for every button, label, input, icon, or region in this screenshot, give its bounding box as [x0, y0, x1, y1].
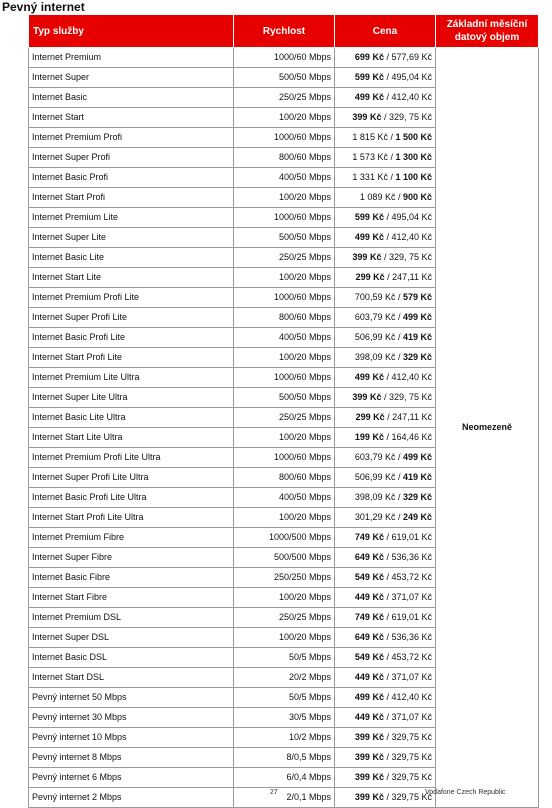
- price-cell: [335, 308, 436, 328]
- price-without-vat: 1 500 Kč: [395, 132, 432, 142]
- price-without-vat: 1 300 Kč: [395, 152, 432, 162]
- price-without-vat: 329, 75 Kč: [388, 392, 432, 402]
- speed-cell: 100/20 Mbps: [234, 348, 335, 368]
- service-name-cell: Internet Premium: [29, 48, 234, 68]
- price-separator: /: [395, 192, 403, 202]
- price-without-vat: 371,07 Kč: [391, 712, 432, 722]
- price-with-vat: 599 Kč: [354, 212, 384, 222]
- price-with-vat: 299 Kč: [355, 412, 385, 422]
- price-without-vat: 329 Kč: [402, 352, 432, 362]
- price-with-vat: 506,99 Kč: [354, 472, 396, 482]
- price-without-vat: 419 Kč: [402, 472, 432, 482]
- price-without-vat: 579 Kč: [402, 292, 432, 302]
- speed-cell: 100/20 Mbps: [234, 588, 335, 608]
- price-cell: [335, 508, 436, 528]
- price-separator: /: [383, 372, 392, 382]
- price-cell: [335, 148, 436, 168]
- price-separator: /: [383, 92, 392, 102]
- price-cell: [335, 548, 436, 568]
- price-without-vat: 495,04 Kč: [391, 212, 432, 222]
- speed-cell: 400/50 Mbps: [234, 488, 335, 508]
- price-without-vat: 371,07 Kč: [391, 592, 432, 602]
- price-cell: [335, 468, 436, 488]
- price-with-vat: 398,09 Kč: [354, 492, 396, 502]
- price-separator: /: [383, 612, 392, 622]
- price-with-vat: 699 Kč: [354, 52, 384, 62]
- price-separator: /: [395, 512, 403, 522]
- service-name-cell: Pevný internet 2 Mbps: [29, 788, 234, 808]
- price-separator: /: [384, 412, 393, 422]
- price-cell: [335, 748, 436, 768]
- footer-company: Vodafone Czech Republic: [425, 789, 506, 796]
- service-name-cell: Internet Start Lite: [29, 268, 234, 288]
- price-without-vat: 619,01 Kč: [391, 532, 432, 542]
- price-cell: [335, 68, 436, 88]
- page-title: Pevný internet: [2, 0, 85, 14]
- price-cell: [335, 668, 436, 688]
- header-price: Cena: [335, 15, 436, 48]
- speed-cell: 30/5 Mbps: [234, 708, 335, 728]
- price-with-vat: 1 815 Kč: [352, 132, 388, 142]
- speed-cell: 100/20 Mbps: [234, 508, 335, 528]
- price-without-vat: 329 Kč: [402, 492, 432, 502]
- service-name-cell: Internet Basic Lite: [29, 248, 234, 268]
- price-with-vat: 449 Kč: [354, 672, 384, 682]
- speed-cell: 1000/500 Mbps: [234, 528, 335, 548]
- header-monthly-data: Základní měsíční datový objem: [436, 15, 539, 48]
- price-cell: [335, 188, 436, 208]
- speed-cell: 500/50 Mbps: [234, 228, 335, 248]
- speed-cell: 100/20 Mbps: [234, 108, 335, 128]
- page-number: 27: [270, 789, 278, 796]
- service-name-cell: Internet Start Profi: [29, 188, 234, 208]
- price-cell: [335, 328, 436, 348]
- table-body: [29, 48, 539, 808]
- price-separator: /: [395, 492, 403, 502]
- price-cell: [335, 108, 436, 128]
- service-name-cell: Internet Basic Lite Ultra: [29, 408, 234, 428]
- price-separator: /: [383, 712, 392, 722]
- service-name-cell: Pevný internet 8 Mbps: [29, 748, 234, 768]
- speed-cell: 8/0,5 Mbps: [234, 748, 335, 768]
- price-with-vat: 301,29 Kč: [354, 512, 396, 522]
- service-name-cell: Internet Premium Profi: [29, 128, 234, 148]
- speed-cell: 1000/60 Mbps: [234, 128, 335, 148]
- service-name-cell: Internet Start Fibre: [29, 588, 234, 608]
- price-with-vat: 399 Kč: [352, 392, 382, 402]
- price-without-vat: 247,11 Kč: [392, 272, 432, 282]
- price-cell: [335, 768, 436, 788]
- price-cell: [335, 728, 436, 748]
- speed-cell: 6/0,4 Mbps: [234, 768, 335, 788]
- speed-cell: 400/50 Mbps: [234, 328, 335, 348]
- price-with-vat: 499 Kč: [354, 692, 384, 702]
- price-cell: [335, 288, 436, 308]
- price-without-vat: 412,40 Kč: [391, 372, 432, 382]
- price-with-vat: 603,79 Kč: [354, 312, 396, 322]
- price-with-vat: 499 Kč: [354, 232, 384, 242]
- price-separator: /: [383, 432, 392, 442]
- speed-cell: 1000/60 Mbps: [234, 448, 335, 468]
- table-row: [29, 48, 539, 68]
- speed-cell: 1000/60 Mbps: [234, 288, 335, 308]
- price-separator: /: [383, 792, 392, 802]
- speed-cell: 500/500 Mbps: [234, 548, 335, 568]
- price-separator: /: [383, 732, 392, 742]
- price-with-vat: 649 Kč: [354, 552, 384, 562]
- price-with-vat: 199 Kč: [354, 432, 384, 442]
- price-without-vat: 577,69 Kč: [391, 52, 432, 62]
- speed-cell: 10/2 Mbps: [234, 728, 335, 748]
- price-cell: [335, 648, 436, 668]
- speed-cell: 250/25 Mbps: [234, 88, 335, 108]
- price-separator: /: [383, 672, 392, 682]
- header-service-type: Typ služby: [29, 15, 234, 48]
- price-without-vat: 329,75 Kč: [391, 732, 432, 742]
- price-with-vat: 399 Kč: [354, 732, 384, 742]
- price-with-vat: 399 Kč: [352, 112, 382, 122]
- price-separator: /: [383, 552, 392, 562]
- price-without-vat: 499 Kč: [402, 312, 432, 322]
- price-with-vat: 399 Kč: [354, 772, 384, 782]
- price-separator: /: [384, 272, 393, 282]
- price-separator: /: [383, 772, 392, 782]
- price-separator: /: [387, 152, 396, 162]
- price-without-vat: 329, 75 Kč: [388, 252, 432, 262]
- price-cell: [335, 168, 436, 188]
- price-separator: /: [383, 52, 392, 62]
- price-with-vat: 599 Kč: [354, 72, 384, 82]
- price-cell: [335, 708, 436, 728]
- service-name-cell: Internet Super: [29, 68, 234, 88]
- service-name-cell: Pevný internet 50 Mbps: [29, 688, 234, 708]
- price-cell: [335, 788, 436, 808]
- speed-cell: 250/25 Mbps: [234, 408, 335, 428]
- price-without-vat: 453,72 Kč: [391, 652, 432, 662]
- service-name-cell: Internet Basic Profi Lite: [29, 328, 234, 348]
- price-without-vat: 247,11 Kč: [392, 412, 432, 422]
- price-with-vat: 499 Kč: [354, 92, 384, 102]
- price-without-vat: 329,75 Kč: [391, 792, 432, 802]
- speed-cell: 500/50 Mbps: [234, 388, 335, 408]
- service-name-cell: Internet Premium Profi Lite Ultra: [29, 448, 234, 468]
- service-name-cell: Internet Premium DSL: [29, 608, 234, 628]
- price-with-vat: 749 Kč: [354, 532, 384, 542]
- price-cell: [335, 608, 436, 628]
- price-with-vat: 700,59 Kč: [354, 292, 396, 302]
- price-cell: [335, 88, 436, 108]
- price-without-vat: 419 Kč: [402, 332, 432, 342]
- price-without-vat: 619,01 Kč: [391, 612, 432, 622]
- price-without-vat: 495,04 Kč: [391, 72, 432, 82]
- speed-cell: 2/0,1 Mbps: [234, 788, 335, 808]
- price-with-vat: 399 Kč: [352, 252, 382, 262]
- price-without-vat: 453,72 Kč: [391, 572, 432, 582]
- price-with-vat: 499 Kč: [354, 372, 384, 382]
- price-with-vat: 399 Kč: [354, 792, 384, 802]
- header-speed: Rychlost: [234, 15, 335, 48]
- speed-cell: 20/2 Mbps: [234, 668, 335, 688]
- price-without-vat: 499 Kč: [402, 452, 432, 462]
- speed-cell: 100/20 Mbps: [234, 428, 335, 448]
- service-name-cell: Internet Start: [29, 108, 234, 128]
- speed-cell: 100/20 Mbps: [234, 188, 335, 208]
- speed-cell: 250/250 Mbps: [234, 568, 335, 588]
- price-separator: /: [383, 72, 392, 82]
- price-without-vat: 1 100 Kč: [395, 172, 432, 182]
- price-separator: /: [387, 172, 396, 182]
- price-cell: [335, 628, 436, 648]
- price-separator: /: [383, 572, 392, 582]
- speed-cell: 1000/60 Mbps: [234, 208, 335, 228]
- price-separator: /: [387, 132, 396, 142]
- speed-cell: 1000/60 Mbps: [234, 48, 335, 68]
- price-cell: [335, 448, 436, 468]
- service-name-cell: Internet Premium Profi Lite: [29, 288, 234, 308]
- price-with-vat: 603,79 Kč: [354, 452, 396, 462]
- price-cell: [335, 208, 436, 228]
- price-separator: /: [395, 352, 403, 362]
- speed-cell: 800/60 Mbps: [234, 468, 335, 488]
- service-name-cell: Internet Basic DSL: [29, 648, 234, 668]
- service-name-cell: Internet Basic: [29, 88, 234, 108]
- service-name-cell: Internet Start Lite Ultra: [29, 428, 234, 448]
- price-without-vat: 536,36 Kč: [391, 552, 432, 562]
- price-separator: /: [383, 232, 392, 242]
- price-without-vat: 371,07 Kč: [391, 672, 432, 682]
- price-separator: /: [383, 532, 392, 542]
- price-separator: /: [395, 472, 403, 482]
- speed-cell: 100/20 Mbps: [234, 628, 335, 648]
- price-separator: /: [383, 752, 392, 762]
- price-separator: /: [395, 332, 403, 342]
- price-cell: [335, 488, 436, 508]
- service-name-cell: Internet Basic Fibre: [29, 568, 234, 588]
- monthly-data-cell: Neomezeně: [436, 48, 539, 808]
- service-name-cell: Pevný internet 10 Mbps: [29, 728, 234, 748]
- price-cell: [335, 388, 436, 408]
- price-cell: [335, 408, 436, 428]
- price-cell: [335, 688, 436, 708]
- price-without-vat: 329,75 Kč: [391, 772, 432, 782]
- price-without-vat: 412,40 Kč: [391, 692, 432, 702]
- price-separator: /: [395, 292, 403, 302]
- service-name-cell: Internet Super Profi: [29, 148, 234, 168]
- table-header-row: [29, 15, 539, 48]
- price-separator: /: [383, 592, 392, 602]
- price-with-vat: 299 Kč: [355, 272, 385, 282]
- price-cell: [335, 368, 436, 388]
- speed-cell: 50/5 Mbps: [234, 688, 335, 708]
- price-with-vat: 1 573 Kč: [352, 152, 388, 162]
- price-separator: /: [383, 212, 392, 222]
- service-name-cell: Internet Super DSL: [29, 628, 234, 648]
- speed-cell: 100/20 Mbps: [234, 268, 335, 288]
- price-cell: [335, 268, 436, 288]
- price-with-vat: 1 089 Kč: [359, 192, 396, 202]
- price-without-vat: 249 Kč: [402, 512, 432, 522]
- price-with-vat: 549 Kč: [354, 652, 384, 662]
- price-separator: /: [395, 312, 403, 322]
- service-name-cell: Internet Premium Lite Ultra: [29, 368, 234, 388]
- price-with-vat: 399 Kč: [354, 752, 384, 762]
- price-cell: [335, 128, 436, 148]
- price-with-vat: 398,09 Kč: [354, 352, 396, 362]
- price-cell: [335, 48, 436, 68]
- speed-cell: 250/25 Mbps: [234, 608, 335, 628]
- service-name-cell: Pevný internet 30 Mbps: [29, 708, 234, 728]
- service-name-cell: Internet Super Profi Lite: [29, 308, 234, 328]
- price-without-vat: 536,36 Kč: [391, 632, 432, 642]
- speed-cell: 800/60 Mbps: [234, 308, 335, 328]
- price-with-vat: 749 Kč: [354, 612, 384, 622]
- speed-cell: 1000/60 Mbps: [234, 368, 335, 388]
- speed-cell: 400/50 Mbps: [234, 168, 335, 188]
- price-separator: /: [381, 112, 389, 122]
- price-separator: /: [381, 252, 389, 262]
- service-name-cell: Internet Super Profi Lite Ultra: [29, 468, 234, 488]
- price-separator: /: [383, 692, 392, 702]
- price-with-vat: 649 Kč: [354, 632, 384, 642]
- price-cell: [335, 588, 436, 608]
- price-cell: [335, 248, 436, 268]
- price-with-vat: 1 331 Kč: [352, 172, 388, 182]
- service-name-cell: Internet Basic Profi Lite Ultra: [29, 488, 234, 508]
- price-separator: /: [383, 632, 392, 642]
- service-name-cell: Internet Basic Profi: [29, 168, 234, 188]
- price-without-vat: 900 Kč: [402, 192, 432, 202]
- price-with-vat: 449 Kč: [354, 592, 384, 602]
- speed-cell: 50/5 Mbps: [234, 648, 335, 668]
- service-name-cell: Internet Premium Lite: [29, 208, 234, 228]
- service-name-cell: Pevný internet 6 Mbps: [29, 768, 234, 788]
- price-with-vat: 449 Kč: [354, 712, 384, 722]
- price-separator: /: [395, 452, 403, 462]
- speed-cell: 250/25 Mbps: [234, 248, 335, 268]
- price-cell: [335, 568, 436, 588]
- price-cell: [335, 528, 436, 548]
- price-cell: [335, 228, 436, 248]
- service-name-cell: Internet Start Profi Lite Ultra: [29, 508, 234, 528]
- price-without-vat: 412,40 Kč: [391, 92, 432, 102]
- price-cell: [335, 348, 436, 368]
- price-separator: /: [383, 652, 392, 662]
- price-with-vat: 549 Kč: [354, 572, 384, 582]
- speed-cell: 500/50 Mbps: [234, 68, 335, 88]
- price-without-vat: 329,75 Kč: [391, 752, 432, 762]
- service-name-cell: Internet Super Lite: [29, 228, 234, 248]
- service-name-cell: Internet Super Lite Ultra: [29, 388, 234, 408]
- price-without-vat: 329, 75 Kč: [388, 112, 432, 122]
- price-without-vat: 412,40 Kč: [391, 232, 432, 242]
- price-cell: [335, 428, 436, 448]
- pricing-table: [28, 14, 539, 808]
- service-name-cell: Internet Start Profi Lite: [29, 348, 234, 368]
- speed-cell: 800/60 Mbps: [234, 148, 335, 168]
- service-name-cell: Internet Premium Fibre: [29, 528, 234, 548]
- service-name-cell: Internet Super Fibre: [29, 548, 234, 568]
- price-with-vat: 506,99 Kč: [354, 332, 396, 342]
- price-without-vat: 164,46 Kč: [391, 432, 432, 442]
- service-name-cell: Internet Start DSL: [29, 668, 234, 688]
- price-separator: /: [381, 392, 389, 402]
